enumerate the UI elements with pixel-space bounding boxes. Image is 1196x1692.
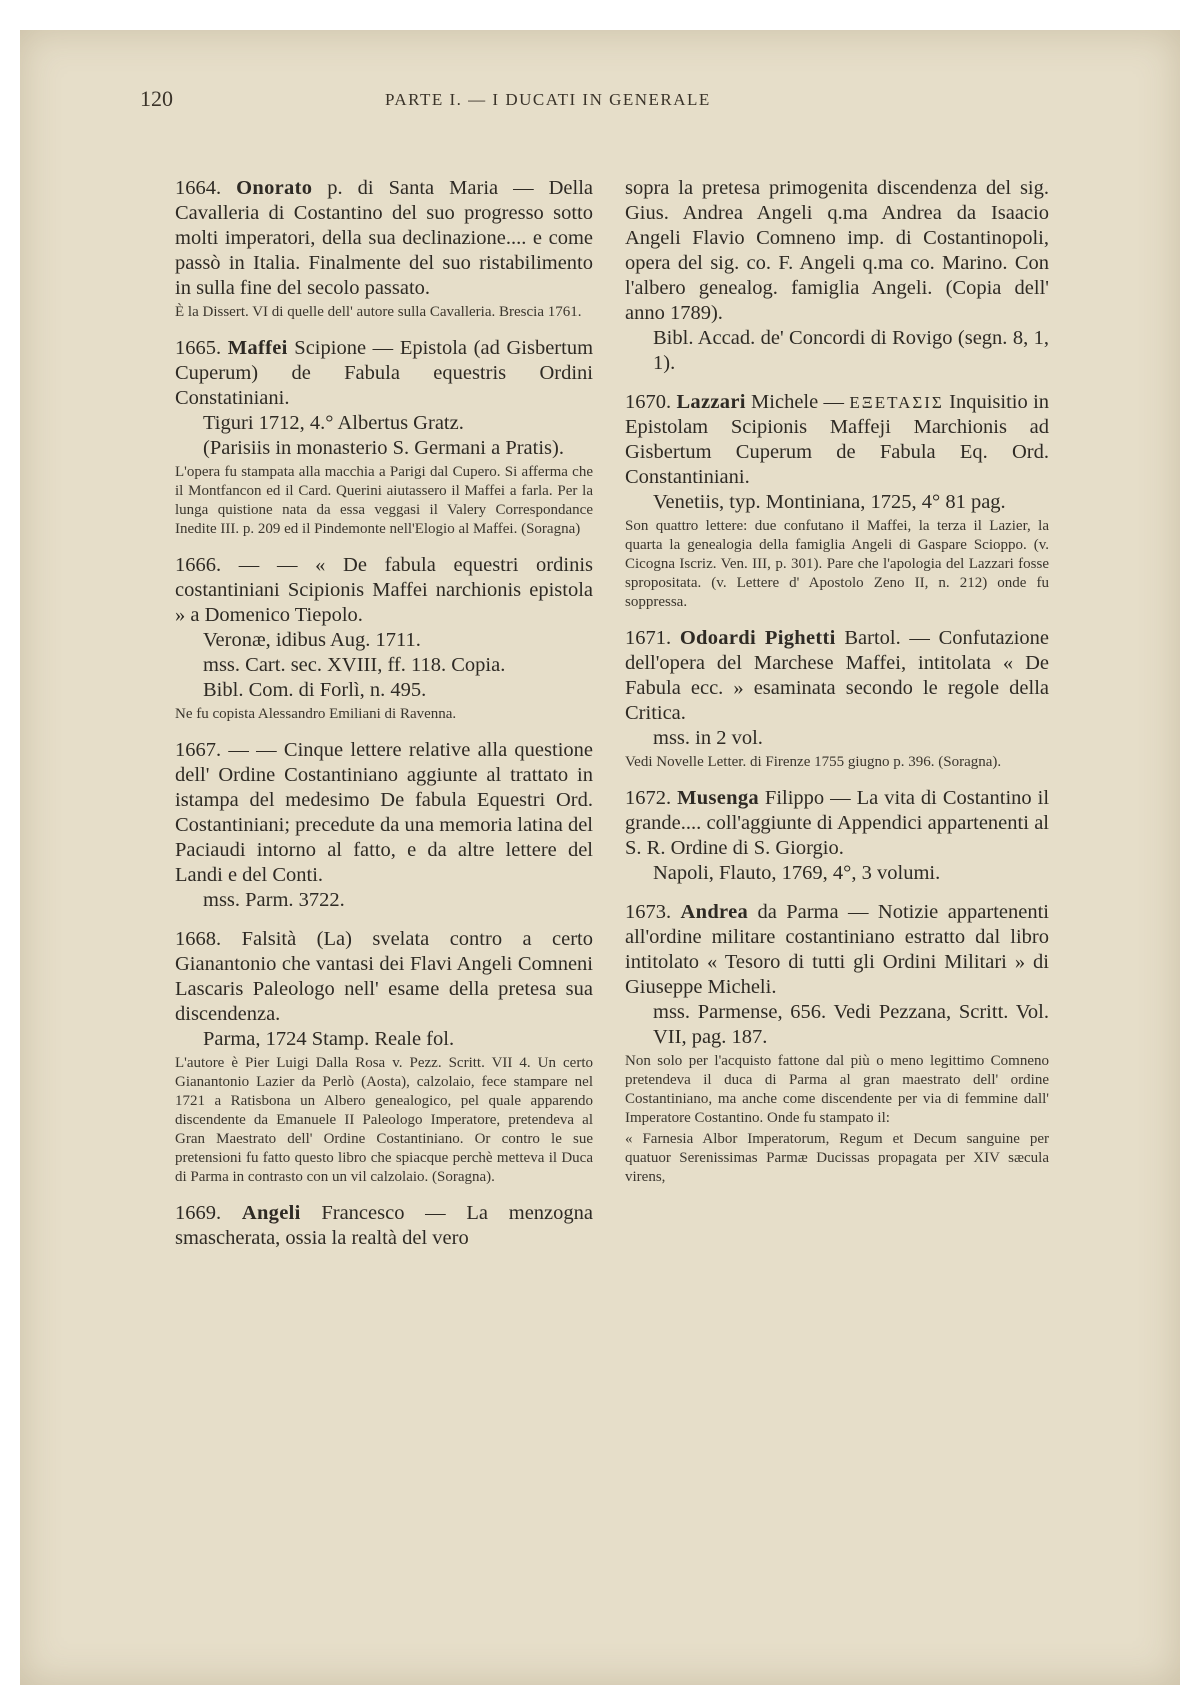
entry-note: Son quattro lettere: due confutano il Maffei, la terza il Lazier, la quarta la genealogia della famiglia Angeli di Gaspare Scioppo. (v. Cicogna Iscriz. Ven. III, p. 301). Pare che l'apologia del Lazzari fosse spropositata. (v. Lettere d' Apostolo Zeno II, n. 212) onde fu soppressa. xyxy=(625,518,1049,610)
entry-imprint: mss. Cart. sec. XVIII, ff. 118. Copia. xyxy=(203,654,506,676)
entry-body xyxy=(175,1201,593,1251)
author-name: Maffei xyxy=(227,337,288,359)
entry-note: Vedi Novelle Letter. di Firenze 1755 giugno p. 396. (Soragna). xyxy=(625,754,1002,770)
entry-body xyxy=(175,738,593,888)
entry-number: 1671. xyxy=(625,627,672,649)
running-title: PARTE I. — I DUCATI IN GENERALE xyxy=(385,90,711,109)
entry-imprint: mss. Parm. 3722. xyxy=(203,889,345,911)
entry-imprint: Tiguri 1712, 4.° Albertus Gratz. xyxy=(203,412,464,434)
author-name: Onorato xyxy=(236,177,313,199)
entry-imprint: Veronæ, idibus Aug. 1711. xyxy=(203,629,421,651)
entry-imprint: mss. Parmense, 656. Vedi Pezzana, Scritt. Vol. VII, pag. 187. xyxy=(653,1001,1049,1048)
entry-body xyxy=(625,626,1049,726)
entry-imprint: Bibl. Accad. de' Concordi di Rovigo (segn. 8, 1, 1). xyxy=(653,327,1049,374)
entry-1665 xyxy=(175,336,593,539)
entry-number: 1673. xyxy=(625,901,672,923)
entry-1666 xyxy=(175,553,593,724)
entry-text: sopra la pretesa primogenita discendenza del sig. Gius. Andrea Angeli q.ma Andrea da Isaacio Angeli Flavio Comneno imp. di Costantinopoli, opera del sig. co. F. Angeli q.ma co. Marino. Con l'albero genealog. famiglia Angeli. (Copia dell' anno 1789). xyxy=(625,177,1049,324)
page-header xyxy=(140,86,1090,116)
entry-number: 1668. xyxy=(175,928,222,950)
entry-1668 xyxy=(175,927,593,1187)
author-name: Odoardi Pighetti xyxy=(679,627,836,649)
entry-text: — — « De fabula equestri ordinis costantiniani Scipionis Maffei narchionis epistola » a Domenico Tiepolo. xyxy=(175,554,594,626)
entry-imprint: Parma, 1724 Stamp. Reale fol. xyxy=(203,1028,455,1050)
entry-text: Scipione — Epistola (ad Gisbertum Cuperum) de Fabula equestris Ordini Constatiniani. xyxy=(175,337,594,409)
page-number: 120 xyxy=(140,86,173,111)
entry-text: Francesco — La menzogna smascherata, ossia la realtà del vero xyxy=(175,1202,594,1249)
entry-text: Falsità (La) svelata contro a certo Gianantonio che vantasi dei Flavi Angeli Comneni Lascaris Paleologo nell' esame della pretesa sua discendenza. xyxy=(175,928,594,1025)
entry-body xyxy=(175,336,593,411)
entry-text: Michele — xyxy=(751,391,845,413)
entry-note: Non solo per l'acquisto fattone dal più o meno legittimo Comneno pretendeva il duca di Parma al gran maestrato dell' ordine Costantiniano, ma anche come discendente per via di femmine dall' Imperatore Costantino. Onde fu stampato il: xyxy=(625,1053,1049,1126)
entry-body xyxy=(175,176,593,301)
entry-note: L'autore è Pier Luigi Dalla Rosa v. Pezz. Scritt. VII 4. Un certo Gianantonio Lazier da Perlò (Aosta), calzolaio, fece stampare nel 1721 a Ratisbona un Albero genealogico, pel quale apparendo discendente da Emanuele II Paleologo Imperatore, pretendeva al Gran Maestrato dell' Ordine Costantiniano. Or contro le sue pretensioni fu fatto questo libro che spiacque perchè metteva il Duca di Parma in contrasto con un vil calzolaio. (Soragna). xyxy=(175,1055,593,1185)
entry-1670 xyxy=(625,390,1049,612)
entry-1667 xyxy=(175,738,593,913)
entry-1672 xyxy=(625,786,1049,886)
entry-number: 1672. xyxy=(625,787,672,809)
entry-1673 xyxy=(625,900,1049,1187)
entry-number: 1666. xyxy=(175,554,222,576)
entry-body xyxy=(625,390,1049,490)
right-column xyxy=(625,176,1049,1201)
entry-note: È la Dissert. VI di quelle dell' autore sulla Cavalleria. Brescia 1761. xyxy=(175,304,582,320)
entry-1671 xyxy=(625,626,1049,772)
entry-number: 1665. xyxy=(175,337,222,359)
entry-1669-continued xyxy=(625,176,1049,376)
author-name: Musenga xyxy=(677,787,759,809)
entry-text: da Parma — Notizie appartenenti all'ordine militare costantiniano estratto dal libro intitolato « Tesoro di tutti gli Ordini Militari » di Giuseppe Micheli. xyxy=(625,901,1049,998)
entry-note: L'opera fu stampata alla macchia a Parigi dal Cupero. Si afferma che il Montfancon ed il Card. Querini aiutassero il Maffei a farla. Per la lunga quistione nata da essa veggasi il Valery Correspondance Inedite III. p. 209 ed il Pindemonte nell'Elogio al Maffei. (Soragna) xyxy=(175,464,593,537)
entry-1669 xyxy=(175,1201,593,1251)
entry-imprint: (Parisiis in monasterio S. Germani a Pratis). xyxy=(203,437,564,459)
entry-body xyxy=(625,786,1049,861)
entry-text: Filippo — La vita di Costantino il grande.... coll'aggiunte di Appendici appartenenti al S. R. Ordine di S. Giorgio. xyxy=(625,787,1050,859)
entry-text: — — Cinque lettere relative alla questione dell' Ordine Costantiniano aggiunte al trattato in istampa del medesimo De fabula Equestri Ord. Costantiniani; precedute da una memoria latina del Paciaudi intorno al fatto, e da altre lettere del Landi e del Conti. xyxy=(175,739,594,886)
author-name: Angeli xyxy=(241,1202,301,1224)
left-column xyxy=(175,176,593,1265)
entry-imprint: mss. in 2 vol. xyxy=(653,727,763,749)
entry-number: 1664. xyxy=(175,177,222,199)
entry-note: « Farnesia Albor Imperatorum, Regum et Decum sanguine per quatuor Serenissimas Parmæ Ducissas propagata per XIV sæcula virens, xyxy=(625,1131,1049,1185)
entry-text: p. di Santa Maria — Della Cavalleria di Costantino del suo progresso sotto molti imperatori, della sua declinazione.... e come passò in Italia. Finalmente del suo ristabilimento in sulla fine del secolo passato. xyxy=(175,177,594,299)
entry-note: Ne fu copista Alessandro Emiliani di Ravenna. xyxy=(175,706,457,722)
entry-1664 xyxy=(175,176,593,322)
entry-body xyxy=(175,927,593,1027)
author-name: Andrea xyxy=(680,901,749,923)
greek-title: ΕΞΕΤΑΣΙΣ xyxy=(849,393,944,412)
entry-imprint: Napoli, Flauto, 1769, 4°, 3 volumi. xyxy=(653,862,941,884)
entry-body xyxy=(175,553,593,628)
entry-imprint: Bibl. Com. di Forlì, n. 495. xyxy=(203,679,427,701)
entry-body xyxy=(625,900,1049,1000)
entry-number: 1670. xyxy=(625,391,672,413)
entry-text: Bartol. — Confutazione dell'opera del Marchese Maffei, intitolata « De Fabula ecc. » esaminata secondo le regole della Critica. xyxy=(625,627,1050,724)
entry-imprint: Venetiis, typ. Montiniana, 1725, 4° 81 pag. xyxy=(653,491,1006,513)
entry-number: 1667. xyxy=(175,739,222,761)
entry-number: 1669. xyxy=(175,1202,222,1224)
entry-text: Inquisitio in Epistolam Scipionis Maffeji Marchionis ad Gisbertum Cuperum de Fabula Eq. Ord. Constantiniani. xyxy=(625,391,1050,488)
author-name: Lazzari xyxy=(676,391,746,413)
